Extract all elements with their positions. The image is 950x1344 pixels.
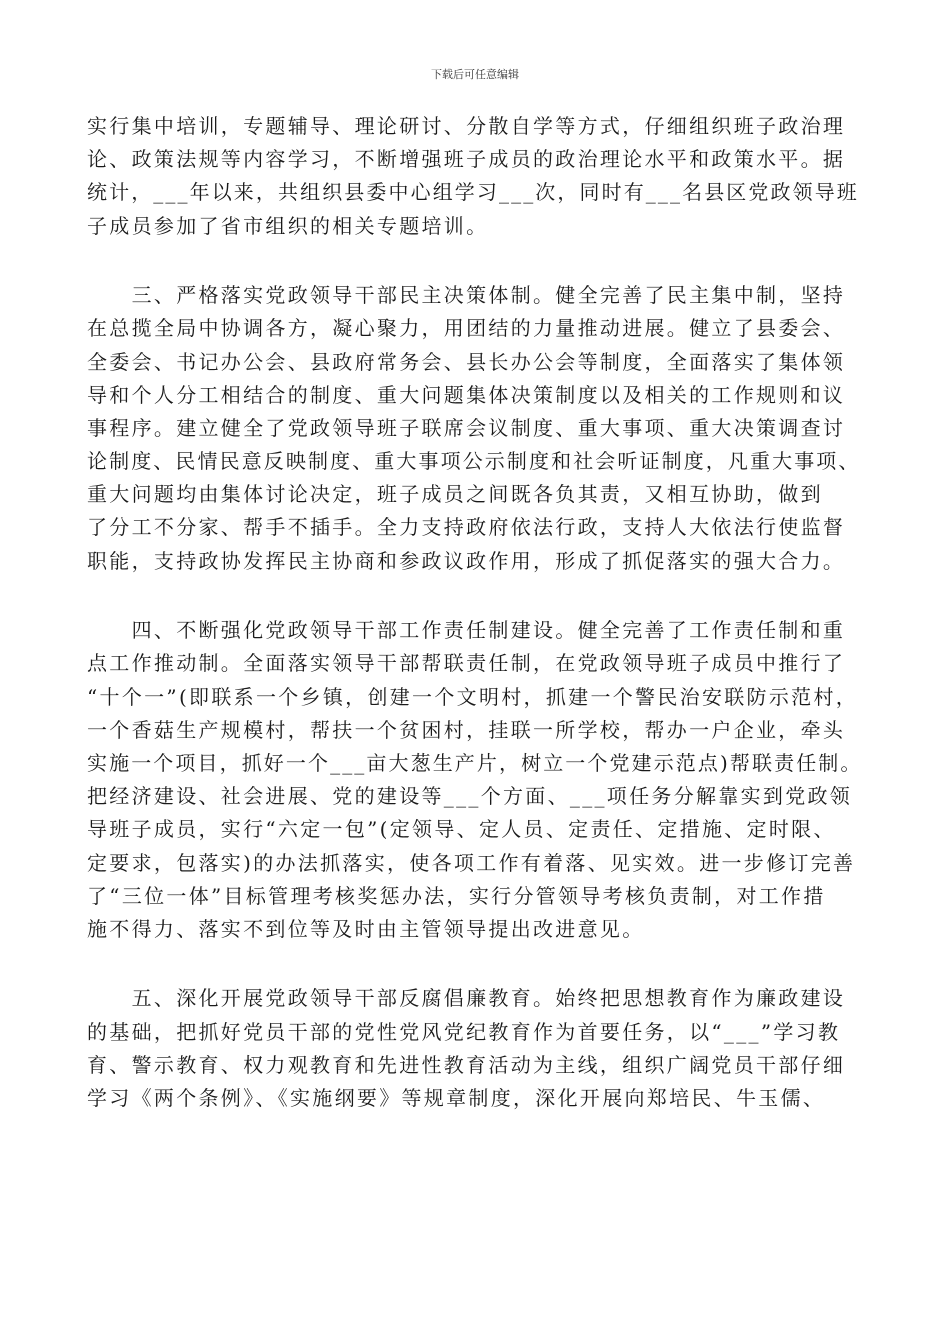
text-line: 施不得力、落实不到位等及时由主管领导提出改进意见。	[87, 916, 645, 941]
text-line: 四、不断强化党政领导干部工作责任制建设。健全完善了工作责任制和重	[87, 618, 846, 643]
paragraph-4	[87, 982, 865, 1115]
text-line: 导班子成员，实行“六定一包”(定领导、定人员、定责任、定措施、定时限、	[87, 817, 836, 842]
text-line: 重大问题均由集体讨论决定，班子成员之间既各负其责，又相互协助，做到	[87, 482, 823, 507]
text-line: 把经济建设、社会进展、党的建设等___个方面、___项任务分解靠实到党政领	[87, 784, 853, 809]
text-line: 定要求，包落实)的办法抓落实，使各项工作有着落、见实效。进一步修订完善	[87, 850, 856, 875]
text-line: 事程序。建立健全了党政领导班子联席会议制度、重大事项、重大决策调查讨	[87, 415, 846, 440]
text-line: 三、严格落实党政领导干部民主决策体制。健全完善了民主集中制，坚持	[87, 283, 846, 308]
text-line: “十个一”(即联系一个乡镇，创建一个文明村，抓建一个警民治安联防示范村，	[87, 684, 859, 709]
text-line: 五、深化开展党政领导干部反腐倡廉教育。始终把思想教育作为廉政建设	[87, 986, 846, 1011]
text-line: 子成员参加了省市组织的相关专题培训。	[87, 213, 489, 238]
text-line: 了“三位一体”目标管理考核奖惩办法，实行分管领导考核负责制，对工作措	[87, 883, 826, 908]
paragraph-3	[87, 614, 865, 946]
paragraph-1	[87, 110, 865, 243]
text-line: 职能，支持政协发挥民主协商和参政议政作用，形成了抓促落实的强大合力。	[87, 548, 846, 573]
text-line: 论、政策法规等内容学习，不断增强班子成员的政治理论水平和政策水平。据	[87, 147, 846, 172]
text-line: 实行集中培训，专题辅导、理论研讨、分散自学等方式，仔细组织班子政治理	[87, 114, 846, 138]
text-line: 论制度、民情民意反映制度、重大事项公示制度和社会听证制度，凡重大事项、	[87, 449, 861, 474]
paragraph-2	[87, 279, 865, 578]
text-line: 导和个人分工相结合的制度、重大问题集体决策制度以及相关的工作规则和议	[87, 382, 846, 407]
text-line: 全委会、书记办公会、县政府常务会、县长办公会等制度，全面落实了集体领	[87, 349, 846, 374]
text-line: 实施一个项目，抓好一个___亩大葱生产片，树立一个党建示范点)帮联责任制。	[87, 750, 863, 775]
text-line: 育、警示教育、权力观教育和先进性教育活动为主线，组织广阔党员干部仔细	[87, 1052, 846, 1077]
document-body	[87, 110, 865, 1115]
page-header: 下载后可任意编辑	[431, 68, 519, 81]
text-line: 一个香菇生产规模村，帮扶一个贫困村，挂联一所学校，帮办一户企业，牵头	[87, 717, 846, 742]
text-line: 了分工不分家、帮手不插手。全力支持政府依法行政，支持人大依法行使监督	[87, 515, 846, 540]
text-line: 点工作推动制。全面落实领导干部帮联责任制，在党政领导班子成员中推行了	[87, 651, 846, 676]
text-line: 的基础，把抓好党员干部的党性党风党纪教育作为首要任务，以“___”学习教	[87, 1019, 841, 1044]
text-line: 统计，___年以来，共组织县委中心组学习___次，同时有___名县区党政领导班	[87, 180, 859, 205]
text-line: 学习《两个条例》、《实施纲要》等规章制度，深化开展向郑培民、牛玉儒、	[87, 1086, 826, 1111]
text-line: 在总揽全局中协调各方，凝心聚力，用团结的力量推动进展。健立了县委会、	[87, 316, 846, 341]
